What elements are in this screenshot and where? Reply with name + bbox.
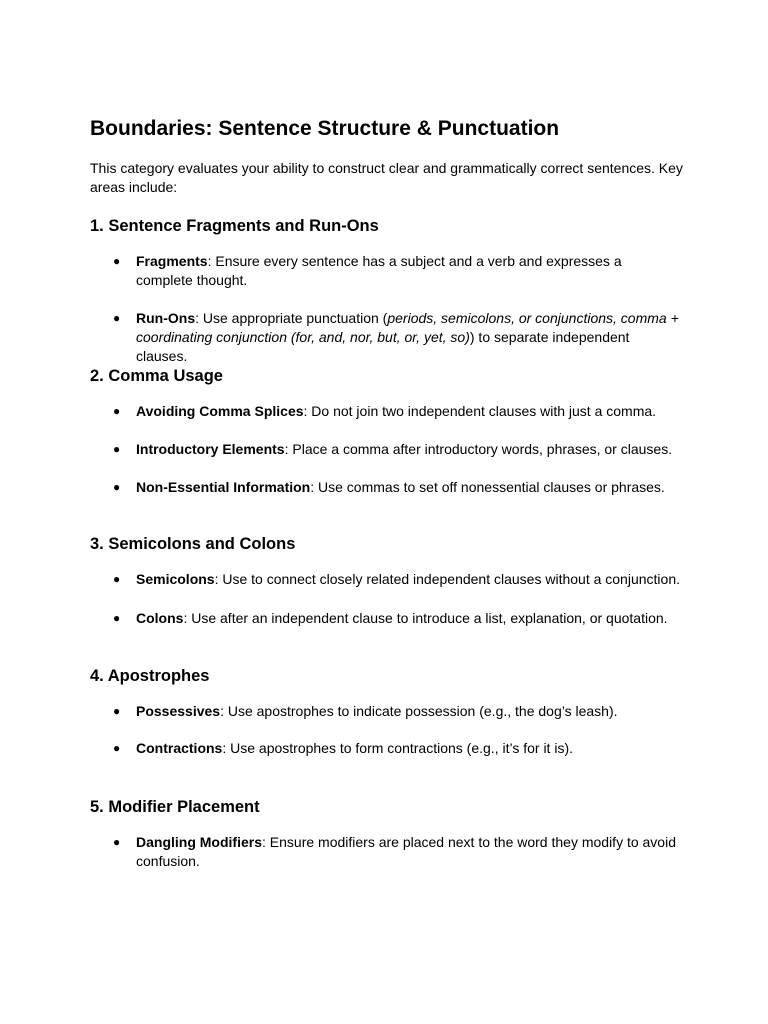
term-description: : Use commas to set off nonessential clauses or phrases. — [310, 479, 665, 495]
list-item-text — [136, 570, 681, 589]
term-label: Dangling Modifiers — [136, 834, 262, 850]
bullet-dot: ● — [113, 404, 121, 418]
list-item-text — [136, 478, 681, 497]
list-item-text — [136, 440, 681, 459]
term-label: Avoiding Comma Splices — [136, 403, 304, 419]
term-description: : Ensure every sentence has a subject and a verb and expresses a complete thought. — [136, 253, 622, 288]
bullet-dot: ● — [113, 311, 121, 325]
list-item-text — [136, 702, 681, 721]
list-item-text — [136, 739, 681, 758]
term-label: Non-Essential Information — [136, 479, 311, 495]
list-item-text — [136, 252, 681, 290]
section-heading-comma-usage: 2. Comma Usage — [90, 367, 223, 385]
bullet-dot: ● — [113, 704, 121, 718]
list-item-text — [136, 402, 681, 421]
list-item-text — [136, 833, 681, 871]
term-description: : Use appropriate punctuation ( — [195, 310, 388, 326]
bullet-dot: ● — [113, 254, 121, 268]
term-description: : Use apostrophes to form contractions (e.g., it’s for it is). — [222, 740, 573, 756]
list-item-text — [136, 309, 681, 366]
bullet-dot: ● — [113, 835, 121, 849]
term-label: Semicolons — [136, 571, 215, 587]
list-item-text — [136, 609, 681, 628]
term-label: Introductory Elements — [136, 441, 285, 457]
section-heading-apostrophes: 4. Apostrophes — [90, 667, 210, 685]
term-description: : Ensure modifiers are placed next to the word they modify to avoid confusion. — [136, 834, 676, 869]
section-heading-modifier-placement: 5. Modifier Placement — [90, 798, 260, 816]
section-heading-fragments-run-ons: 1. Sentence Fragments and Run-Ons — [90, 217, 379, 235]
term-label: Run-Ons — [136, 310, 196, 326]
term-label: Possessives — [136, 703, 221, 719]
page-title: Boundaries: Sentence Structure & Punctuation — [90, 117, 560, 140]
term-label: Fragments — [136, 253, 208, 269]
bullet-dot: ● — [113, 442, 121, 456]
bullet-dot: ● — [113, 480, 121, 494]
intro-paragraph: This category evaluates your ability to construct clear and grammatically correct sentences. Key areas include: — [90, 160, 683, 195]
term-label: Colons — [136, 610, 184, 626]
term-description: : Use to connect closely related independent clauses without a conjunction. — [214, 571, 680, 587]
section-heading-semicolons-colons: 3. Semicolons and Colons — [90, 535, 296, 553]
term-description: : Use after an independent clause to introduce a list, explanation, or quotation. — [183, 610, 668, 626]
term-description: : Do not join two independent clauses with just a comma. — [303, 403, 657, 419]
bullet-dot: ● — [113, 611, 121, 625]
term-description: : Place a comma after introductory words, phrases, or clauses. — [284, 441, 673, 457]
italic-example: periods, semicolons, or conjunctions, comma + coordinating conjunction (for, and, nor, but, or, yet, so) — [136, 310, 679, 345]
bullet-dot: ● — [113, 741, 121, 755]
term-description: : Use apostrophes to indicate possession (e.g., the dog’s leash). — [220, 703, 618, 719]
bullet-dot: ● — [113, 572, 121, 586]
term-description-end: ) to separate independent clauses. — [136, 329, 630, 364]
term-label: Contractions — [136, 740, 223, 756]
